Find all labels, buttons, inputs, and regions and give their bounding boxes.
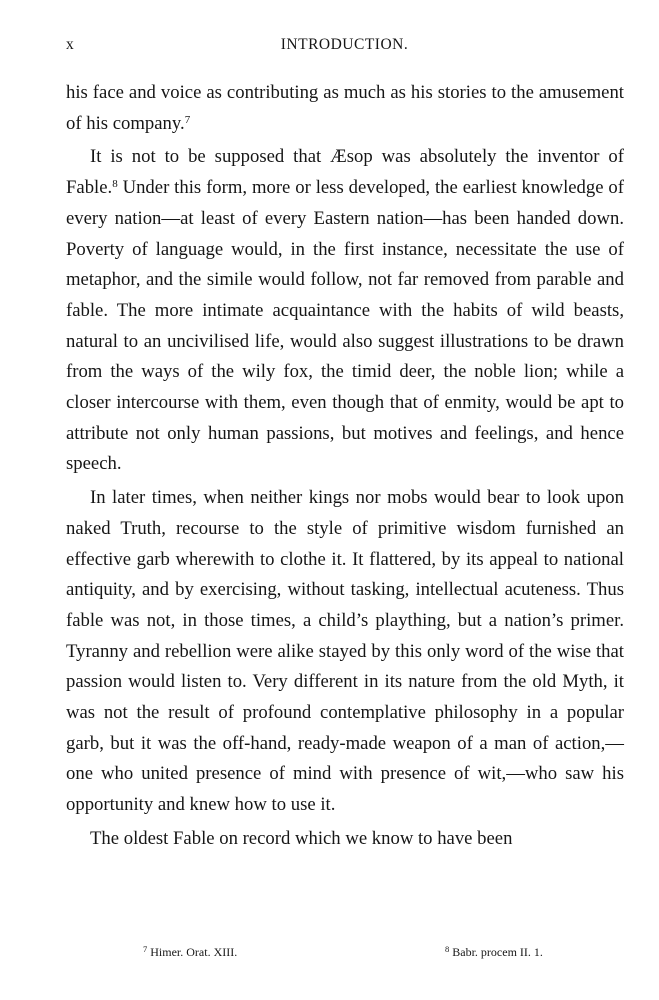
footnote-marker: 8 bbox=[445, 944, 450, 954]
footnote-reference: 8 bbox=[112, 178, 118, 191]
page-number: x bbox=[66, 36, 75, 53]
footnote-marker: 7 bbox=[143, 944, 148, 954]
paragraph bbox=[66, 824, 624, 855]
footnote-text: Himer. Orat. XIII. bbox=[150, 945, 238, 959]
paragraph-continued bbox=[66, 78, 624, 139]
paragraph-text: his face and voice as contributing as much as his stories to the amusement of his company. bbox=[66, 82, 624, 134]
page-body bbox=[66, 78, 624, 855]
footnote-text: Babr. procem II. 1. bbox=[452, 945, 543, 959]
footnote-reference: 7 bbox=[184, 113, 191, 126]
paragraph-text: The oldest Fable on record which we know to have been bbox=[90, 827, 513, 849]
paragraph-text: In later times, when neither kings nor mobs would bear to look upon naked Truth, recourse to the style of primitive wisdom furnished an effective garb wherewith to clothe it. It flattered, by its appeal to national antiquity, and by exercising, without tasking, intellectual acuteness. Thus fable was not, in those times, a child’s plaything, but a nation’s primer. Tyranny and rebellion were alike stayed by this only word of the wise that passion would listen to. Very different in its nature from the old Myth, it was not the result of profound contemplative philosophy in a popular garb, but it was the off-hand, ready-made weapon of a man of action,—one who united presence of mind with presence of wit,—who saw his opportunity and knew how to use it. bbox=[66, 487, 624, 816]
paragraph-text: It is not to be supposed that Æsop was absolutely the inventor of Fable. bbox=[66, 146, 624, 199]
footnote bbox=[143, 945, 237, 960]
paragraph bbox=[66, 142, 624, 480]
running-header bbox=[66, 36, 623, 60]
paragraph-text: Under this form, more or less developed, the earliest knowledge of every nation—at least of every Eastern nation—has been handed down. Poverty of language would, in the first instance, necessitate the use of metaphor, and the simile would follow, not far removed from parable and fable. The more intimate acquaintance with the habits of wild beasts, natural to an uncivilised life, would also suggest illustrations to be drawn from the ways of the wily fox, the timid deer, the noble lion; while a closer intercourse with them, even though that of enmity, would be apt to attribute not only human passions, but motives and feelings, and hence speech. bbox=[66, 177, 624, 475]
running-title: INTRODUCTION. bbox=[280, 36, 409, 53]
footnotes bbox=[0, 945, 659, 965]
paragraph bbox=[66, 483, 624, 821]
footnote bbox=[445, 945, 543, 960]
